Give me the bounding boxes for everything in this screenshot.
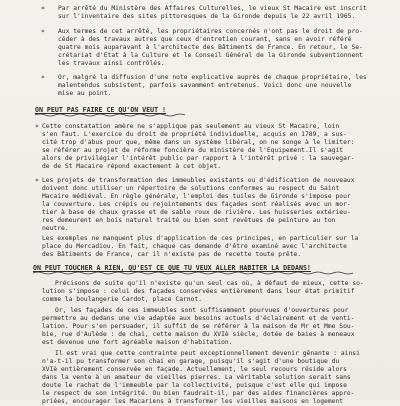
text-line: Les projets de transformation des immeubles existants ou d'édification de nouveaux (42, 177, 355, 184)
text-line: dans la vente à un amateur de vieilles pierres. La véritable solution serait sans (42, 374, 351, 381)
text-line: Cette constatation amère ne s'applique pas seulement au vieux St Macaire, loin (42, 123, 340, 130)
section-heading-text: ON PEUT TOUCHER A RIEN, QU'EST CE QUE TU VEUX ALLER HABITER LA DEDANS! (33, 264, 311, 272)
text-line: des Bâtiments de France, car il n'existe pas de recette toute prête. (42, 251, 302, 258)
text-line: Aux termes de cet arrêté, les propriétaires concernés n'ont pas le droit de pro- (58, 28, 363, 35)
text-line: est devenue une fort agréable maison d'habitation. (42, 339, 233, 346)
text-line: Il est vrai que cette contrainte peut exceptionnellement devenir gênante : ainsi (55, 350, 360, 357)
text-line: bie, rue d'Aulède : de chai, cette maison du XVIè siècle, dotée de baies à meneaux (42, 331, 355, 338)
section-heading-text: ON PEUT PAS FAIRE CE QU'ON VEUT ! (35, 106, 167, 114)
text-line: n'a-t-il pu transformer son chai en garage, puisqu'il s'agit d'une boutique du (42, 358, 340, 365)
text-line: place du Mercadiou. En fait, chaque cas demande d'être examiné avec l'architecte (42, 243, 347, 250)
text-line: doute le rachat de l'immeuble par la collectivité, puisque c'est elle qui impose (42, 382, 347, 389)
text-line: quatre mois auparavant à l'architecte des Bâtiments de France. En retour, le Se- (58, 44, 363, 51)
section-heading-1 (35, 106, 166, 115)
text-line: permettre au dedans une vie adaptée aux besoins actuels d'éclairement et de venti- (42, 315, 355, 322)
text-line: comme la boulangerie Cardot, place Carnot. (42, 296, 203, 303)
text-line: neutre. (42, 225, 69, 232)
underline-squiggle (35, 113, 185, 117)
text-line: alors de privilégier l'intérêt public par rapport à l'intérêt privé : la sauvegar- (42, 155, 355, 162)
bullet: * (35, 123, 39, 131)
text-line: Les exemples ne manquent plus d'application de ces principes, en particulier sur la (42, 235, 359, 242)
text-line: se référer au projet de réforme foncière du ministère de l'Equipement.Il s'agit (42, 147, 344, 154)
text-line: crétariat d'Etat à la Culture et le Conseil Général de la Gironde subventionnent (58, 52, 363, 59)
text-line: s'en faut. L'exercice du droit de propriété individuelle, acquis en 1789, a sus- (42, 131, 347, 138)
text-line: malentendus subsistent, parfois savamment entretenus. Voici donc une nouvelle (58, 82, 352, 89)
text-line: tier à base de chaux grasse et de sable roux de rivière. Les huisseries extérieu- (42, 209, 351, 216)
text-line: céder à des travaux autres que ceux d'entretien courant, sans en avoir référé (58, 36, 352, 43)
text-line: Par arrêté du Ministère des Affaires Culturelles, le vieux St Macaire est inscrit (58, 5, 367, 12)
text-line: Or, les façades de ces immeubles sont suffisamment pourvues d'ouvertures pour (55, 307, 349, 314)
bullet: * (41, 5, 45, 13)
text-line: Or, malgré la diffusion d'une note explicative auprès de chaque propriétaire, les (58, 74, 367, 81)
text-line: mise au point. (58, 90, 112, 97)
bullet: * (35, 177, 39, 185)
text-line: cité trop d'abus pour que, même dans un système libéral, on ne songe à le limiter: (42, 139, 355, 146)
text-line: de de St Macaire répond exactement à cet objet. (42, 163, 222, 170)
text-line: lution s'impose : celui des façades conservées entièrement dans leur état primitif (42, 288, 355, 295)
text-line: les travaux ainsi contrôlés. (58, 60, 165, 67)
underline-squiggle (33, 271, 353, 275)
text-line: lation. Pour s'en persuader, il suffit de se référer à la maison de Mr et Mme Sou- (42, 323, 355, 330)
text-line: sur l'inventaire des sites pittoresques de la Gironde depuis le 22 avril 1965. (58, 13, 356, 20)
bullet: * (41, 28, 45, 36)
text-line: res demeurent en bois naturel traité ou bien sont revêtues de peinture au ton (42, 217, 336, 224)
bullet: * (41, 74, 45, 82)
text-line: le respect de son intégrité. Ou bien faudrait-il, par des aides financières appro- (42, 390, 355, 397)
section-heading-2 (33, 264, 311, 273)
text-line: Macaire médiéval. En règle générale, l'emploi des tuiles de Gironde s'impose pour (42, 193, 351, 200)
text-line: Précisons de suite qu'il n'existe qu'un seul cas où, à défaut de mieux, cette so- (55, 280, 364, 287)
text-line: la couverture. Les crépis ou rejointements des façades sont réalisés avec un mor- (42, 201, 351, 208)
text-line: doivent donc utiliser un répertoire de solutions conformes au respect du Saint (42, 185, 340, 192)
text-line: XVIè entièrement conservée en façade. Actuellement, le seul recours réside alors (42, 366, 347, 373)
text-line: priées, encourager les Macariens à transformer les vieilles maisons en logement (42, 398, 344, 405)
